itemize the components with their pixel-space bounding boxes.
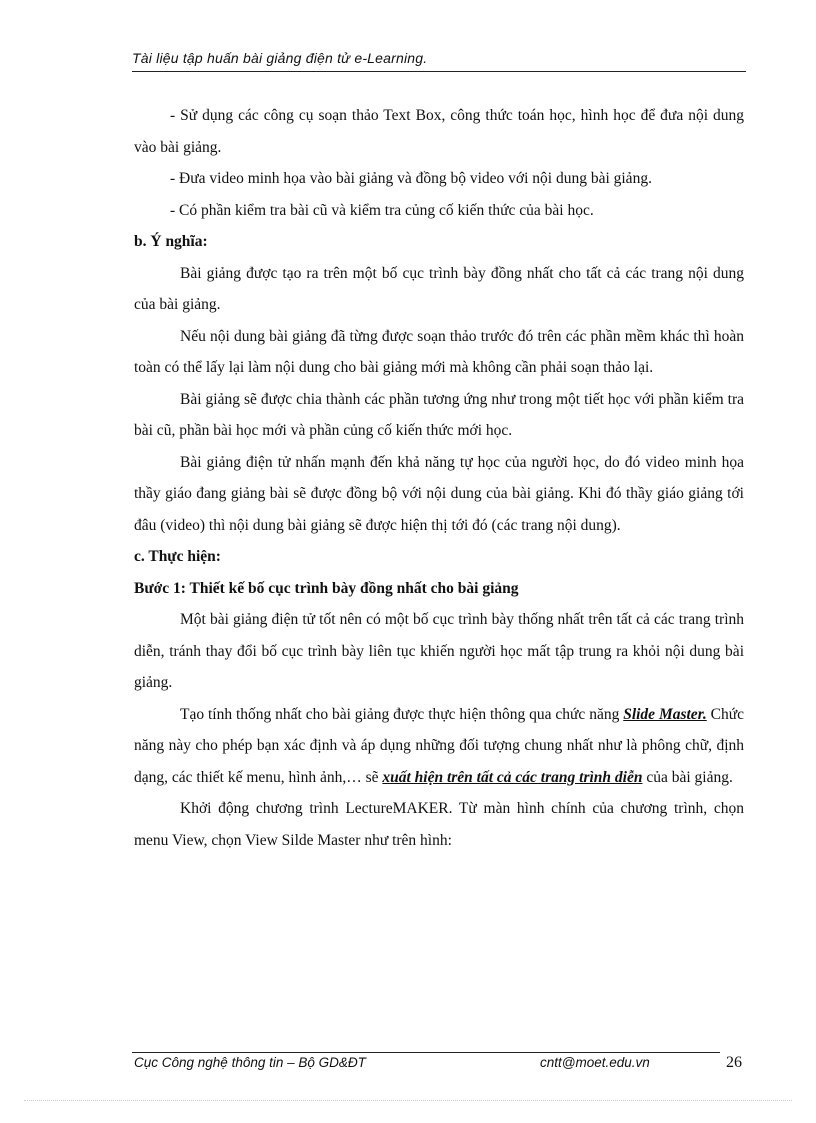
paragraph: Bài giảng điện tử nhấn mạnh đến khả năng tự học của người học, do đó video minh họa thầy giáo đang giảng bài sẽ được đồng bộ với nội dung của bài giảng. Khi đó thầy giáo giảng tới đâu (video) thì nội dung bài giảng sẽ được hiện thị tới đó (các trang nội dung). <box>134 453 744 534</box>
paragraph: Bài giảng được tạo ra trên một bố cục trình bày đồng nhất cho tất cả các trang nội dung của bài giảng. <box>134 264 744 313</box>
highlight-slide-master: Slide Master. <box>623 705 707 723</box>
paragraph: Bài giảng sẽ được chia thành các phần tương ứng như trong một tiết học với phần kiểm tra bài cũ, phần bài học mới và phần củng cố kiến thức mới học. <box>134 390 744 439</box>
text-span: Tạo tính thống nhất cho bài giảng được thực hiện thông qua chức năng <box>180 705 624 723</box>
section-heading-implementation: c. Thực hiện: <box>134 548 221 565</box>
paragraph: Khởi động chương trình LectureMAKER. Từ màn hình chính của chương trình, chọn menu View, chọn View Silde Master như trên hình: <box>134 800 744 849</box>
footer-organization: Cục Công nghệ thông tin – Bộ GD&ĐT <box>134 1055 366 1070</box>
page-edge <box>24 1100 792 1101</box>
highlight-appear-all: xuất hiện trên tất cả các trang trình diễn <box>382 768 643 786</box>
footer-email: cntt@moet.edu.vn <box>540 1055 650 1070</box>
paragraph: Nếu nội dung bài giảng đã từng được soạn thảo trước đó trên các phần mềm khác thì hoàn toàn có thể lấy lại làm nội dung cho bài giảng mới mà không cần phải soạn thảo lại. <box>134 327 744 376</box>
step-heading: Bước 1: Thiết kế bố cục trình bày đồng nhất cho bài giảng <box>134 579 519 597</box>
page-header: Tài liệu tập huấn bài giảng điện tử e-Learning. <box>132 50 746 72</box>
page-number: 26 <box>726 1054 742 1071</box>
section-heading-meaning: b. Ý nghĩa: <box>134 233 208 250</box>
paragraph-slide-master <box>134 699 744 794</box>
bullet-text-tools: - Sử dụng các công cụ soạn thảo Text Box, công thức toán học, hình học để đưa nội dung vào bài giảng. <box>134 107 744 156</box>
bullet-video: - Đưa video minh họa vào bài giảng và đồng bộ video với nội dung bài giảng. <box>170 170 652 187</box>
document-body <box>134 100 744 856</box>
bullet-quiz: - Có phần kiểm tra bài cũ và kiểm tra củng cố kiến thức của bài học. <box>170 201 594 219</box>
paragraph: Một bài giảng điện tử tốt nên có một bố cục trình bày thống nhất trên tất cả các trang trình diễn, tránh thay đổi bố cục trình bày liên tục khiến người học mất tập trung ra khỏi nội dung bài giảng. <box>134 611 744 691</box>
footer-divider <box>132 1052 720 1053</box>
text-span: Chức năng này cho phép bạn xác định và áp dụng những đối tượng chung nhất như là phông chữ, định dạng, các thiết kế menu, hình ảnh,… sẽ <box>134 705 744 786</box>
text-span: của bài giảng. <box>642 768 733 786</box>
